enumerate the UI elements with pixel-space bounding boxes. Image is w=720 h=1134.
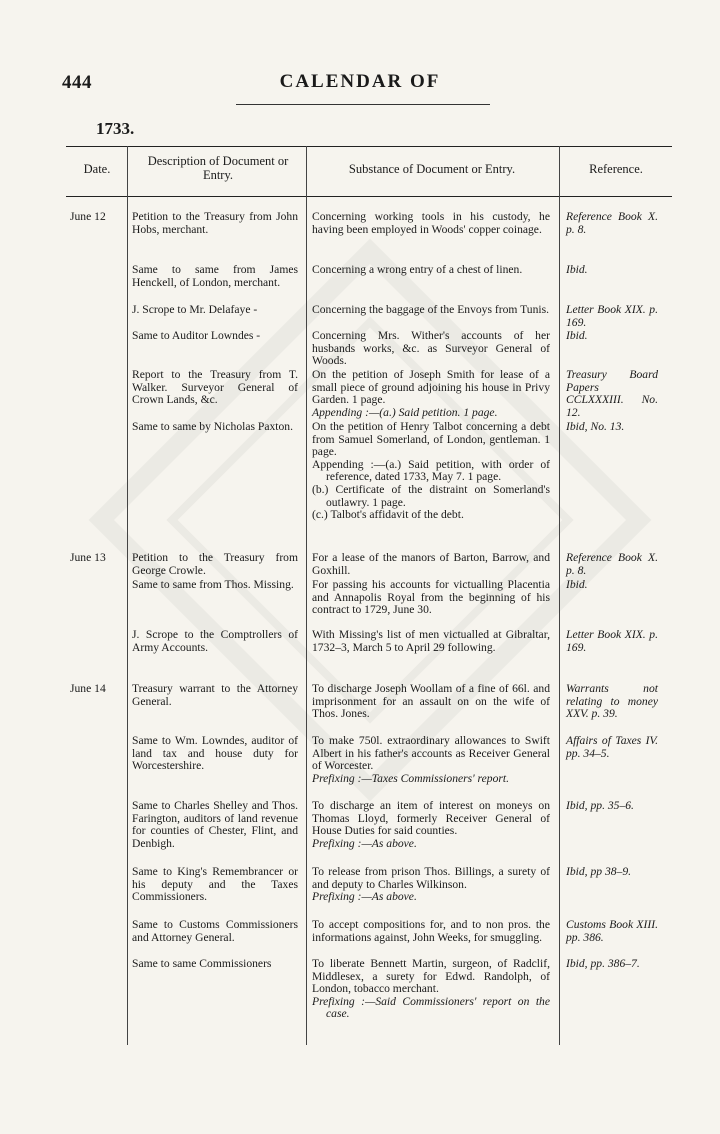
reference-cell: Ibid. [566, 578, 588, 591]
description-cell: Same to Auditor Lowndes - [132, 329, 261, 342]
substance-text: On the petition of Joseph Smith for lease of a small piece of ground adjoining his house in Privy Garden. 1 page. [312, 368, 550, 407]
substance-cell: Concerning Mrs. Wither's accounts of her husbands works, &c. as Surveyor General of Woods. [312, 329, 550, 368]
column-divider [559, 146, 560, 1045]
column-divider [127, 146, 128, 1045]
description-cell: Same to same from Thos. Missing. [132, 578, 294, 591]
substance-cell [312, 421, 550, 522]
description-cell: Same to same by Nicholas Paxton. [132, 420, 293, 433]
reference-cell: Letter Book XIX. p. 169. [566, 303, 658, 329]
table-header-rule [66, 196, 672, 197]
description-cell: Report to the Treasury from T. Walker. Surveyor General of Crown Lands, &c. [132, 368, 298, 407]
description-cell: Same to Wm. Lowndes, auditor of land tax and house duty for Worcestershire. [132, 734, 298, 773]
description-cell: Petition to the Treasury from George Crowle. [132, 551, 298, 577]
reference-cell: Affairs of Taxes IV. pp. 34–5. [566, 734, 658, 760]
appending-note: Appending :—(a.) Said petition. 1 page. [312, 405, 498, 419]
description-cell: Same to King's Remembrancer or his deputy and the Taxes Commissioners. [132, 865, 298, 904]
column-divider [306, 146, 307, 1045]
reference-cell: Reference Book X. p. 8. [566, 210, 658, 236]
substance-text: To liberate Bennett Martin, surgeon, of Radclif, Middlesex, a surety for Edwd. Randolph, of London, tobacco merchant. [312, 957, 550, 996]
year-heading: 1733. [96, 119, 135, 138]
substance-text: To discharge an item of interest on moneys on Thomas Lloyd, formerly Receiver General of House Duties for said counties. [312, 799, 550, 838]
reference-cell: Customs Book XIII. pp. 386. [566, 918, 658, 944]
description-cell: Same to Customs Commissioners and Attorney General. [132, 918, 298, 944]
appending-note: (b.) Certificate of the distraint on Somerland's outlawry. 1 page. [312, 482, 550, 509]
description-cell: J. Scrope to the Comptrollers of Army Accounts. [132, 628, 298, 654]
reference-cell: Letter Book XIX. p. 169. [566, 628, 658, 654]
prefixing-note: Prefixing :—As above. [312, 836, 417, 850]
reference-cell: Ibid. [566, 263, 588, 276]
description-cell: Same to Charles Shelley and Thos. Farington, auditors of land revenue for counties of Chester, Flint, and Denbigh. [132, 799, 298, 850]
column-header-description: Description of Document or Entry. [147, 154, 289, 182]
substance-text: On the petition of Henry Talbot concerning a debt from Samuel Somerland, of London, gentleman. 1 page. [312, 420, 550, 459]
reference-cell: Ibid, No. 13. [566, 420, 625, 433]
prefixing-note: Prefixing :—Taxes Commissioners' report. [312, 771, 509, 785]
substance-cell: Concerning working tools in his custody, he having been employed in Woods' copper coinage. [312, 210, 550, 236]
date-cell: June 12 [70, 210, 106, 223]
substance-cell [312, 800, 550, 850]
substance-cell [312, 958, 550, 1021]
substance-cell [312, 866, 550, 904]
column-header-reference: Reference. [589, 162, 643, 176]
substance-cell: Concerning the baggage of the Envoys from Tunis. [312, 303, 549, 316]
page-number: 444 [62, 72, 92, 93]
description-cell: Petition to the Treasury from John Hobs, merchant. [132, 210, 298, 236]
reference-cell: Ibid, pp. 35–6. [566, 799, 634, 812]
column-header-date: Date. [83, 162, 111, 176]
reference-cell: Reference Book X. p. 8. [566, 551, 658, 577]
description-cell: Treasury warrant to the Attorney General. [132, 682, 298, 708]
reference-cell: Ibid. [566, 329, 588, 342]
reference-cell: Treasury Board Papers CCLXXXIII. No. 12. [566, 368, 658, 419]
substance-cell: For passing his accounts for victualling Placentia and Annapolis Royal from the beginning of his contract to 1729, June 30. [312, 578, 550, 617]
substance-cell: To discharge Joseph Woollam of a fine of 66l. and imprisonment for an assault on on the wife of Thos. Jones. [312, 682, 550, 721]
substance-cell: For a lease of the manors of Barton, Barrow, and Goxhill. [312, 551, 550, 577]
description-cell: Same to same from James Henckell, of London, merchant. [132, 263, 298, 289]
substance-cell: Concerning a wrong entry of a chest of linen. [312, 263, 523, 276]
reference-cell: Ibid, pp 38–9. [566, 865, 632, 878]
reference-cell: Warrants not relating to money XXV. p. 39. [566, 682, 658, 721]
substance-cell [312, 735, 550, 785]
date-cell: June 14 [70, 682, 106, 695]
appending-note: Appending :—(a.) Said petition, with order of reference, dated 1733, May 7. 1 page. [312, 457, 550, 484]
prefixing-note: Prefixing :—Said Commissioners' report on the case. [312, 994, 550, 1021]
running-head: CALENDAR OF [279, 71, 441, 92]
substance-text: To release from prison Thos. Billings, a surety of and deputy to Charles Wilkinson. [312, 865, 550, 891]
table-top-rule [66, 146, 672, 147]
substance-text: To make 750l. extraordinary allowances to Swift Albert in his father's accounts as Receiver General of Worcester. [312, 734, 550, 773]
appending-note: (c.) Talbot's affidavit of the debt. [312, 508, 464, 522]
substance-cell [312, 369, 550, 419]
reference-cell: Ibid, pp. 386–7. [566, 957, 640, 970]
column-header-substance: Substance of Document or Entry. [348, 162, 516, 176]
date-cell: June 13 [70, 551, 106, 564]
substance-cell: With Missing's list of men victualled at Gibraltar, 1732–3, March 5 to April 29 following. [312, 628, 550, 654]
header-rule [236, 104, 490, 105]
prefixing-note: Prefixing :—As above. [312, 890, 417, 904]
description-cell: J. Scrope to Mr. Delafaye - [132, 303, 258, 316]
substance-cell: To accept compositions for, and to non pros. the informations against, John Weeks, for smuggling. [312, 918, 550, 944]
description-cell: Same to same Commissioners [132, 957, 272, 970]
